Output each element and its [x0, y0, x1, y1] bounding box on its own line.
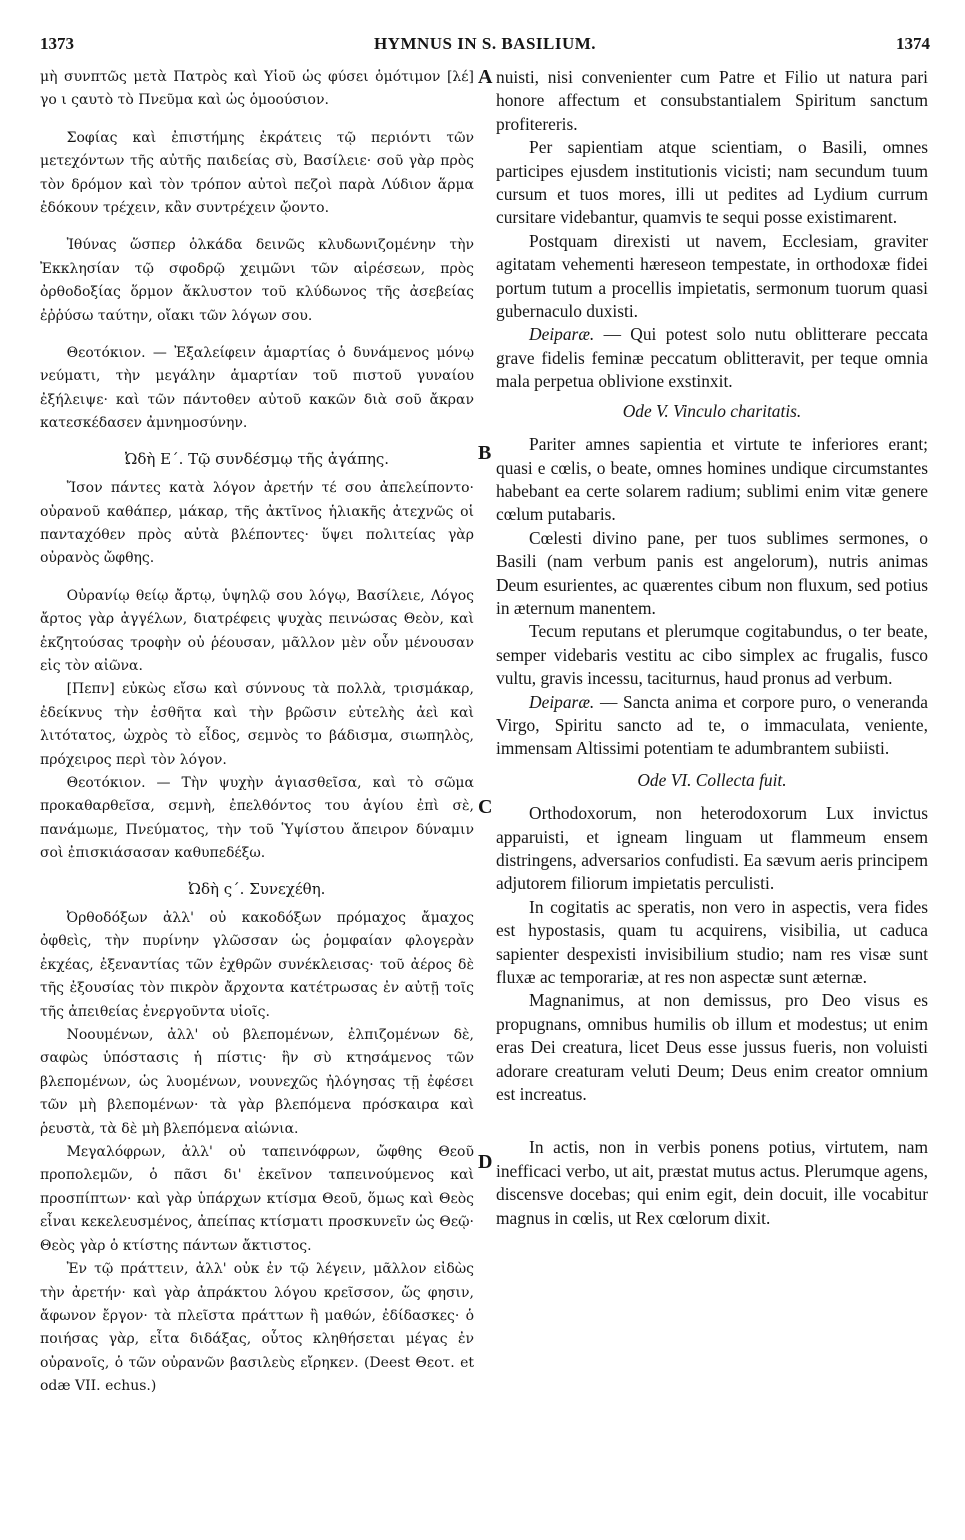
greek-paragraph: Σοφίας καὶ ἐπιστήμης ἐκράτεις τῷ περιόντι τῶν μετεχόντων τῆς αὐτῆς παιδείας σὺ, Βασίλειε· σοῦ γὰρ πρὸς τὸν δρόμον καὶ τὸν τρόπον αὐτοὶ πεζοὶ παρὰ Λύδιον ἅρμα ἐδόκουν τρέχειν, κἂν συντρέχειν ᾤοντο.: [40, 129, 474, 217]
greek-paragraph: Οὐρανίῳ θείῳ ἄρτῳ, ὑψηλῷ σου λόγῳ, Βασίλειε, Λόγος ἄρτος γὰρ ἀγγέλων, διατρέφεις ψυχὰς πεινώσας Θεὸν, καὶ ἐκζητούσας τροφὴν οὐ ῥέουσαν, μᾶλλον μὲν οὖν μένουσαν εἰς τὸν αἰῶνα.: [40, 587, 474, 674]
greek-paragraph: Θεοτόκιον. — Ἐξαλείφειν ἁμαρτίας ὁ δυνάμενος μόνῳ νεύματι, τὴν μεγάλην ἁμαρτίαν τοῦ πιστοῦ γυναίου ἐξήλειψε· καὶ τῶν πάντοθεν αὐτοῦ κακῶν διὰ σοῦ ἄκραν κατεσκέδασεν ἀμνημοσύνην.: [40, 345, 474, 432]
latin-paragraph: [496, 691, 928, 761]
greek-paragraph: [Πεπν] εὐκὼς εἴσω καὶ σύννους τὰ πολλὰ, τρισμάκαρ, ἐδείκνυς τὴν ἐσθῆτα καὶ τὴν βρῶσιν εὐτελὴς ἀεὶ καὶ λιτότατος, ὠχρὸς τὸ εἶδος, σεμνὸς το βάδισμα, σιωπηλὸς, πρόχειρος περὶ τὸν λόγον.: [40, 681, 474, 768]
greek-paragraph: Νοουμένων, ἀλλ' οὐ βλεπομένων, ἐλπιζομένων δὲ, σαφὼς ὑπόστασις ἡ πίστις· ἣν σὺ κτησάμενος τῶν βλεπομένων, ὡς λυομένων, νουνεχῶς ἠλόγησας τῇ ἐφέσει τῶν μὴ βλεπομένων· τὰ γὰρ βλεπόμενα πρόσκαιρα καὶ ῥευστὰ, τὰ δὲ μὴ βλεπόμενα αἰώνια.: [40, 1027, 474, 1137]
latin-ode5-heading: Ode V. Vinculo charitatis.: [622, 400, 802, 421]
greek-paragraph: Ἐν τῷ πράττειν, ἀλλ' οὐκ ἐν τῷ λέγειν, μᾶλλον εἰδὼς τὴν ἀρετήν· καὶ γὰρ ἀπράκτου λόγου κρεῖσσον, ὥς φησιν, ἄφωνον ἔργον· τὰ πλεῖστα πράττων ἢ μαθών, ἐδίδασκες· ὁ ποιήσας γὰρ, εἶτα διδάξας, οὗτος κληθήσεται μέγας ἐν οὐρανοῖς, ὁ τῶν οὐρανῶν βασιλεὺς εἴρηκεν. (Deest Θεοτ. et odæ VII. echus.): [40, 1261, 474, 1395]
greek-paragraph: Ἴσον πάντες κατὰ λόγον ἀρετήν τέ σου ἀπελείποντο· οὐρανοῦ καθάπερ, μάκαρ, τῆς ἀκτῖνος ἡλιακῆς ἀτεχνῶς οἱ πανταχόθεν πρὸς αὐτὰ βλέποντες· ὕψει πολιτείας γὰρ οὐρανὸς ὤφθης.: [40, 480, 474, 567]
latin-paragraph: Postquam direxisti ut navem, Ecclesiam, graviter agitatam vehementi hæreseon tempestate, in orthodoxæ fidei portum tutum a procellis impietatis, sermonum tuorum quasi gubernaculo duxisti.: [496, 230, 928, 322]
greek-ode5-heading: Ὠδὴ Ε΄. Τῷ συνδέσμῳ τῆς ἀγάπης.: [124, 449, 390, 468]
section-marker-a: A: [478, 66, 493, 88]
deiparae-label: Deiparæ.: [529, 324, 595, 345]
right-page-number: 1374: [896, 34, 930, 53]
latin-paragraph: Pariter amnes sapientia et virtute te inferiores erant; quasi e cœlis, o beate, omnes homines undique circumstantes habebant ea certe solarem radium; sublimi enim vitæ genere cœlum putabaris.: [496, 434, 928, 525]
greek-paragraph: Ὀρθοδόξων ἀλλ' οὐ κακοδόξων πρόμαχος ἄμαχος ὀφθεὶς, τὴν πυρίνην γλῶσσαν ὡς ῥομφαίαν φλογερὰν ἐκχέας, ἐξεναντίας τῶν ἐχθρῶν συνέκλεισας· τοῦ ἀέρος δὲ τῆς ἐξουσίας τὸν πικρὸν ἄρχοντα κατέτρωσας ἐν αὐτῇ τοῖς τῆς ἀπειθείας ἐνεργοῦντα υἱοῖς.: [40, 910, 474, 1020]
greek-ode6-heading: Ὠδὴ ς΄. Συνεχέθη.: [188, 879, 326, 898]
greek-paragraph: Μεγαλόφρων, ἀλλ' οὐ ταπεινόφρων, ὤφθης Θεοῦ προπολεμῶν, ὁ πᾶσι δι' ἐκεῖνον ταπεινούμενος καὶ προσπίπτων· καὶ γὰρ ὑπάρχων κτίσμα Θεοῦ, ὅμως καὶ Θεὸς εἶναι κεκελευσμένος, ἀπείπας κτίσματι προσκυνεῖν ὡς Θεῷ· Θεὸς γὰρ ὁ κτίστης πάντων ἄκτιστος.: [40, 1144, 474, 1254]
latin-paragraph: Magnanimus, at non demissus, pro Deo visus es propugnans, omnibus humilis ob illum et modestus; ut enim eras Dei creatura, licet Deus esse jussus fueris, non voluisti adorare creaturam veluti Deum; Deus enim creator omnium est increatus.: [496, 990, 928, 1105]
latin-paragraph: In cogitatis ac speratis, non vero in aspectis, vera fides est hypostasis, quam tu acquirens, visibilia, ut caduca sapienter despexisti invisibilium studio; nam res visæ sunt fluxæ ac temporariæ, at res non aspectæ sunt æternæ.: [496, 896, 928, 988]
latin-text: — Sancta anima et corpore puro, o veneranda Virgo, Spiritu sancto ad te, o immaculata, veniente, immensam Altissimi potentiam te adumbrantem subiisti.: [496, 691, 928, 759]
running-title: HYMNUS IN S. BASILIUM.: [373, 34, 597, 53]
greek-paragraph: Θεοτόκιον. — Τὴν ψυχὴν ἁγιασθεῖσα, καὶ τὸ σῶμα προκαθαρθεῖσα, σεμνὴ, ἐπελθόντος του ἁγίου ἐπὶ σὲ, πανάμωμε, Πνεύματος, τὴν τοῦ Ὑψίστου ἄπειρον δύναμιν σοὶ ἐπισκιάσασαν καθυπεδέξω.: [40, 774, 474, 862]
section-marker-b: B: [478, 442, 492, 464]
latin-paragraph: nuisti, nisi convenienter cum Patre et Filio ut natura pari honore affectum et consubstantialem Spiritum sanctum profitereris.: [496, 67, 928, 134]
deiparae-label: Deiparæ.: [529, 691, 595, 712]
latin-paragraph: Per sapientiam atque scientiam, o Basili, omnes participes ejusdem institutionis vicisti; nam secundum tuum cursum et tuos mores, illi ut pedites ad Lydium currum cursitare videbantur, quamvis te sequi posse existimarent.: [496, 137, 928, 228]
section-marker-c: C: [478, 796, 493, 818]
latin-text: — Qui potest solo nutu oblitterare peccata grave fidelis feminæ peccatum oblitteravit, per teque omnia mala perpetua oblivione exstinxit.: [496, 324, 928, 392]
latin-paragraph: Tecum reputans et plerumque cogitabundus, o ter beate, semper videbaris vestitu ac cibo simplex ac frugalis, fusco vultu, gravis incessu, taciturnus, haud pronus ad verbum.: [496, 621, 928, 689]
latin-paragraph: [496, 323, 928, 393]
latin-paragraph: Orthodoxorum, non heterodoxorum Lux invictus apparuisti, et igneam linguam ut flammeum ensem distringens, adversarios confudisti. Ea sævum aeris principem adjutorem filiorum impietatis perculisti.: [496, 803, 928, 894]
greek-paragraph: Ἰθύνας ὥσπερ ὁλκάδα δεινῶς κλυδωνιζομένην τὴν Ἐκκλησίαν τῷ σφοδρῷ χειμῶνι τῶν αἱρέσεων, πρὸς ὀρθοδοξίας ὅρμον ἄκλυστον τοῦ κλύδωνος τῆς ἀσεβείας ἐῤῥύσω ταύτην, οἴακι τῶν λόγων σου.: [40, 237, 474, 324]
greek-column: [40, 66, 474, 1399]
latin-column: [496, 66, 928, 1230]
section-marker-d: D: [478, 1151, 493, 1173]
latin-paragraph: In actis, non in verbis ponens potius, virtutem, nam inefficaci verbo, ut ait, præstat mutus actus. Plerumque agens, discensve docebas; qui enim egit, dein docuit, ille vocabitur magnus in cœlis, ut Rex cœlorum dixit.: [496, 1137, 928, 1228]
greek-paragraph: μὴ συνπτῶς μετὰ Πατρὸς καὶ Υἱοῦ ὡς φύσει ὁμότιμον [λέ] γο ι ςαυτὸ τὸ Πνεῦμα καὶ ὡς ὁμοούσιον.: [40, 69, 474, 109]
left-page-number: 1373: [40, 34, 74, 53]
page-header: [40, 34, 930, 56]
latin-paragraph: Cœlesti divino pane, per tuos sublimes sermones, o Basili (nam verbum panis est angelorum), nutris animas Deum esurientes, ac quærentes cibum non fluxum, sed potius in æternum manentem.: [496, 527, 928, 618]
latin-ode6-heading: Ode VI. Collecta fuit.: [637, 769, 787, 790]
